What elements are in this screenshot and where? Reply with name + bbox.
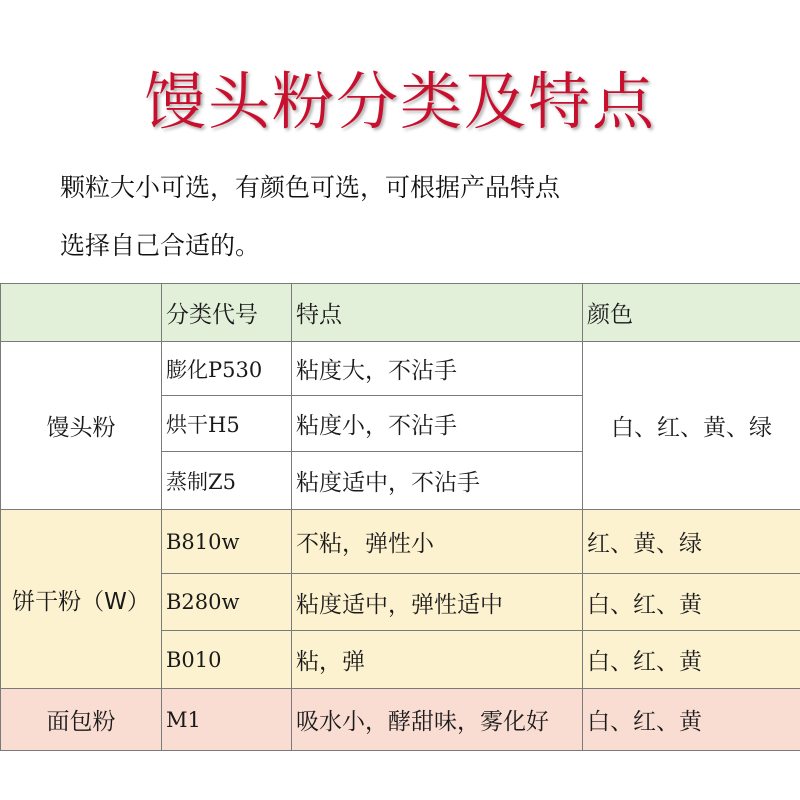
group-name-cell: 馒头粉 (1, 342, 162, 510)
color-cell: 白、红、黄、绿 (583, 342, 800, 510)
header-cell-code: 分类代号 (162, 284, 292, 342)
classification-table (0, 283, 800, 751)
code-cell: 蒸制Z5 (162, 452, 292, 510)
header-cell-feature: 特点 (292, 284, 583, 342)
color-cell: 白、红、黄 (583, 689, 800, 751)
table-row (1, 342, 800, 396)
group-name-cell: 饼干粉（W） (1, 510, 162, 689)
page-title: 馒头粉分类及特点 (143, 65, 656, 138)
feature-cell: 粘度小，不沾手 (292, 396, 583, 452)
color-cell: 白、红、黄 (583, 631, 800, 689)
color-cell: 红、黄、绿 (583, 510, 800, 574)
code-cell: 烘干H5 (162, 396, 292, 452)
code-cell: B280w (162, 574, 292, 631)
feature-cell: 不粘，弹性小 (292, 510, 583, 574)
header-cell-color: 颜色 (583, 284, 800, 342)
table-row (1, 510, 800, 574)
color-cell: 白、红、黄 (583, 574, 800, 631)
code-cell: M1 (162, 689, 292, 751)
code-cell: B010 (162, 631, 292, 689)
intro-line-2: 选择自己合适的。 (60, 231, 261, 260)
feature-cell: 粘，弹 (292, 631, 583, 689)
feature-cell: 吸水小，酵甜味，雾化好 (292, 689, 583, 751)
code-cell: B810w (162, 510, 292, 574)
code-cell: 膨化P530 (162, 342, 292, 396)
table-row (1, 689, 800, 751)
group-name-cell: 面包粉 (1, 689, 162, 751)
feature-cell: 粘度适中，弹性适中 (292, 574, 583, 631)
feature-cell: 粘度大，不沾手 (292, 342, 583, 396)
intro-line-1: 颗粒大小可选，有颜色可选，可根据产品特点 (60, 173, 561, 202)
table-header-row (1, 284, 800, 342)
feature-cell: 粘度适中，不沾手 (292, 452, 583, 510)
header-cell-empty (1, 284, 162, 342)
